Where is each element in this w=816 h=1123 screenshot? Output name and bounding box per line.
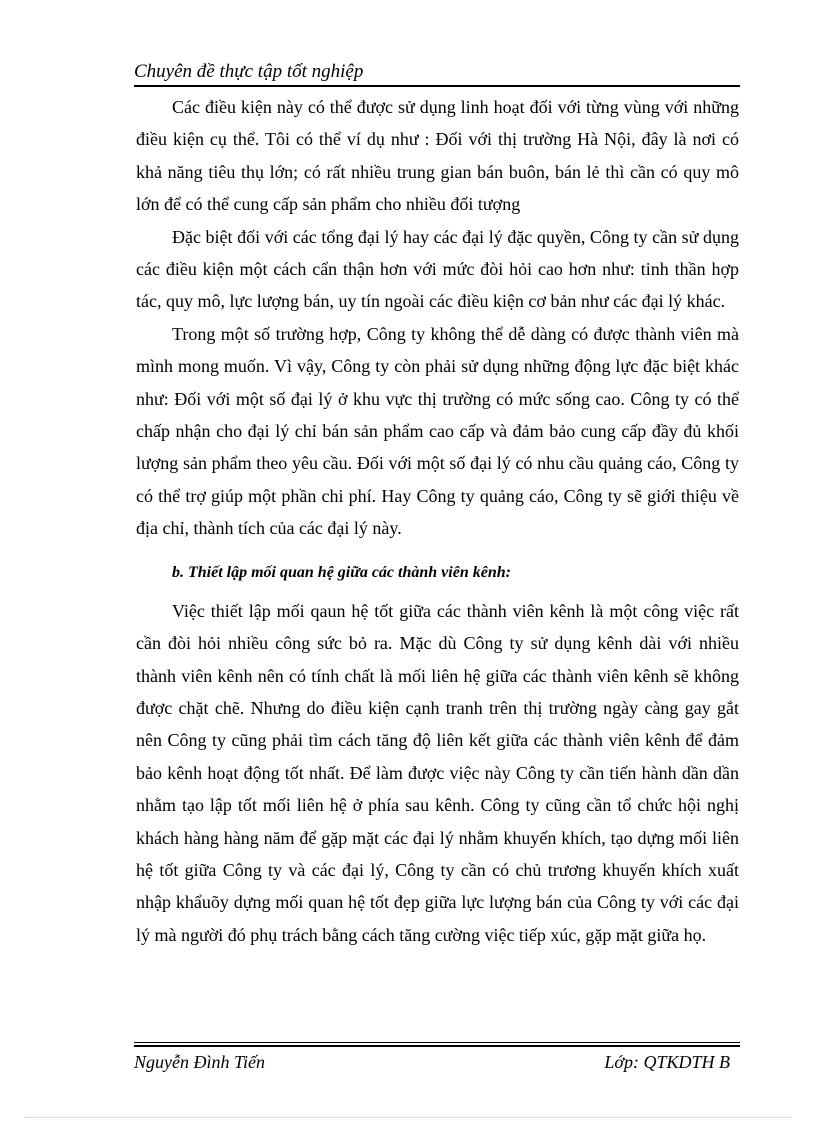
section-subheading: b. Thiết lập mối quan hệ giữa các thành viên kênh: — [172, 563, 511, 581]
footer-divider-thin — [134, 1042, 740, 1043]
paragraph-4: Việc thiết lập mối qaun hệ tốt giữa các thành viên kênh là một công việc rất cần đòi hỏi nhiều công sức bỏ ra. Mặc dù Công ty sử dụng kênh dài với nhiều thành viên kênh nên có tính chất là mối liên hệ giữa các thành viên kênh sẽ không được chặt chẽ. Nhưng do điều kiện cạnh tranh trên thị trường ngày càng gay gắt nên Công ty cũng phải tìm cách tăng độ liên kết giữa các thành viên kênh để đảm bảo kênh hoạt động tốt nhất. Để làm được việc này Công ty cần tiến hành dần dần nhằm tạo lập tốt mối liên hệ ở phía sau kênh. Công ty cũng cần tổ chức hội nghị khách hàng hàng năm để gặp mặt các đại lý nhằm khuyến khích, tạo dựng mối liên hệ tốt giữa Công ty và các đại lý, Công ty cần có chủ trương khuyến khích xuất nhập khẩuõy dựng mối quan hệ tốt đẹp giữa lực lượng bán của Công ty với các đại lý mà người đó phụ trách bằng cách tăng cường việc tiếp xúc, gặp mặt giữa họ. — [136, 600, 739, 945]
document-body — [136, 91, 739, 951]
page-bottom-edge — [24, 1117, 792, 1118]
footer-class: Lớp: QTKDTH B — [604, 1052, 730, 1072]
footer-author: Nguyễn Đình Tiến — [134, 1052, 265, 1072]
header-divider — [134, 85, 740, 87]
paragraph-3: Trong một số trường hợp, Công ty không thể dễ dàng có được thành viên mà mình mong muốn. Vì vậy, Công ty còn phải sử dụng những động lực đặc biệt khác như: Đối với một số đại lý ở khu vực thị trường có mức sống cao. Công ty có thể chấp nhận cho đại lý chỉ bán sản phẩm cao cấp và đảm bảo cung cấp đầy đủ khối lượng sản phẩm theo yêu cầu. Đối với một số đại lý có nhu cầu quảng cáo, Công ty có thể trợ giúp một phần chi phí. Hay Công ty quảng cáo, Công ty sẽ giới thiệu về địa chỉ, thành tích của các đại lý này. — [136, 323, 739, 539]
paragraph-1: Các điều kiện này có thể được sử dụng linh hoạt đối với từng vùng với những điều kiện cụ thể. Tôi có thể ví dụ như : Đối với thị trường Hà Nội, đây là nơi có khả năng tiêu thụ lớn; có rất nhiều trung gian bán buôn, bán lẻ thì cần có quy mô lớn để có thể cung cấp sản phẩm cho nhiều đối tượng — [136, 97, 739, 215]
footer-divider-thick — [134, 1045, 740, 1047]
page-header-title: Chuyên đề thực tập tốt nghiệp — [134, 61, 364, 82]
paragraph-2: Đặc biệt đối với các tổng đại lý hay các đại lý đặc quyền, Công ty cần sử dụng các điều kiện một cách cẩn thận hơn với mức đòi hỏi cao hơn như: tinh thần hợp tác, quy mô, lực lượng bán, uy tín ngoài các điều kiện cơ bản như các đại lý khác. — [136, 226, 739, 312]
page-footer — [134, 1050, 730, 1074]
